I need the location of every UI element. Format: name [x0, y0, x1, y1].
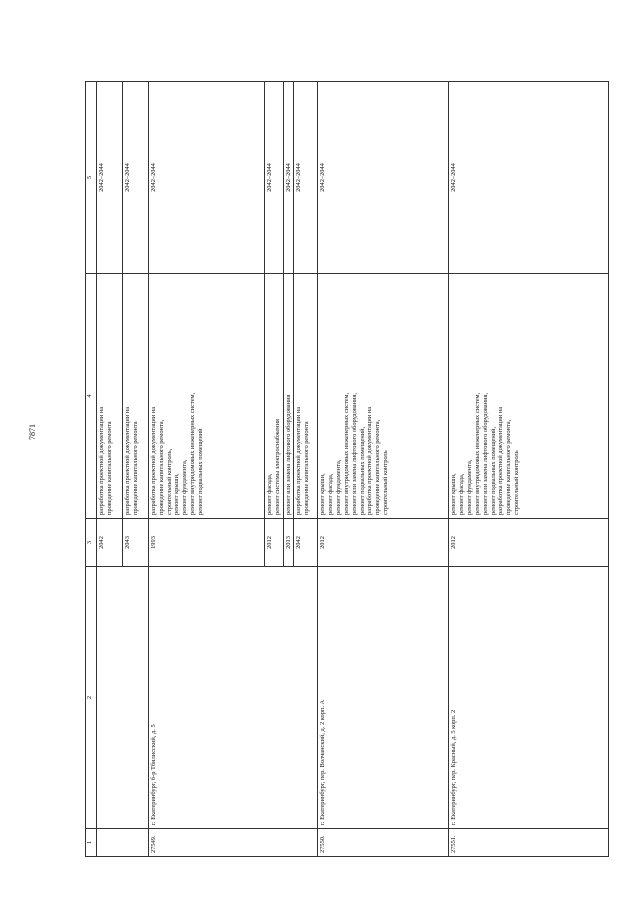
- table-row: [449, 82, 609, 857]
- work-item: ремонт фундамента,: [335, 459, 343, 515]
- work-item: проведение капитального ремонта: [303, 421, 311, 515]
- work-item: ремонт или замена лифтового оборудования,: [350, 392, 358, 515]
- works-cell: [123, 274, 149, 519]
- period-cell: 2042–2044: [149, 82, 265, 274]
- row-number: [97, 829, 149, 857]
- column-header: 2: [86, 567, 97, 829]
- work-item: разработка проектной документации на: [497, 406, 505, 515]
- row-number: 27550.: [318, 829, 449, 857]
- year-cell: 2042: [97, 519, 123, 567]
- year-cell: 2012: [449, 519, 609, 567]
- works-cell: [318, 274, 449, 519]
- work-item: ремонт подвальных помещений,: [489, 426, 497, 515]
- work-item: ремонт подвальных помещений,: [358, 426, 366, 515]
- work-item: строительный контроль,: [165, 448, 173, 515]
- works-cell: [97, 274, 123, 519]
- work-item: ремонт внутридомовых инженерных систем,: [473, 392, 481, 515]
- works-cell: [283, 274, 294, 519]
- work-item: ремонт фундамента,: [181, 459, 189, 515]
- work-item: ремонт подвальных помещений: [196, 428, 204, 515]
- work-item: ремонт или замена лифтового оборудования: [284, 394, 292, 515]
- table-row: [318, 82, 449, 857]
- column-header: 5: [86, 82, 97, 274]
- column-header: 1: [86, 829, 97, 857]
- year-cell: 2043: [123, 519, 149, 567]
- work-item: ремонт крыши,: [319, 473, 327, 515]
- row-number: 27549.: [149, 829, 318, 857]
- year-cell: 2012: [265, 519, 284, 567]
- work-item: разработка проектной документации на: [366, 406, 374, 515]
- work-item: ремонт внутридомовых инженерных систем,: [189, 392, 197, 515]
- rotated-page-content: [85, 82, 541, 857]
- column-header: 4: [86, 274, 97, 519]
- building-address: г. Екатеринбург, пер. Волчанский, д. 2 корп. А: [318, 567, 449, 829]
- table-body: [97, 82, 609, 857]
- row-number: 27551.: [449, 829, 609, 857]
- work-item: ремонт системы электроснабжения: [273, 419, 281, 515]
- work-item: строительный контроль: [381, 450, 389, 515]
- work-item: ремонт внутридомовых инженерных систем,: [342, 392, 350, 515]
- header-row: [86, 82, 97, 857]
- work-item: ремонт или замена лифтового оборудования,: [481, 392, 489, 515]
- works-cell: [149, 274, 265, 519]
- work-item: проведение капитального ремонта,: [157, 419, 165, 515]
- table-row: [149, 82, 265, 857]
- building-address: г. Екатеринбург, пер. Красный, д. 5 корп. 2: [449, 567, 609, 829]
- table-row: [97, 82, 123, 857]
- repair-schedule-table: [85, 81, 609, 857]
- year-cell: 1993: [149, 519, 265, 567]
- period-cell: 2042–2044: [294, 82, 318, 274]
- work-item: ремонт крыши,: [173, 473, 181, 515]
- works-cell: [449, 274, 609, 519]
- work-item: разработка проектной документации на: [295, 406, 303, 515]
- work-item: разработка проектной документации на: [124, 406, 131, 515]
- period-cell: 2042–2044: [265, 82, 284, 274]
- year-cell: 2012: [318, 519, 449, 567]
- work-item: проведение капитального ремонта: [131, 421, 139, 515]
- period-cell: 2042–2044: [97, 82, 123, 274]
- work-item: ремонт фасада,: [327, 473, 335, 515]
- works-cell: [294, 274, 318, 519]
- year-cell: 2042: [294, 519, 318, 567]
- page-number: 7871: [28, 424, 37, 440]
- work-item: ремонт фасада,: [266, 473, 273, 515]
- period-cell: 2042–2044: [283, 82, 294, 274]
- work-item: ремонт фундамента,: [466, 459, 474, 515]
- work-item: проведение капитального ремонта: [105, 421, 113, 515]
- work-item: строительный контроль: [512, 450, 520, 515]
- building-address: г. Екатеринбург, б-р Тбилисский, д. 5: [149, 567, 318, 829]
- work-item: разработка проектной документации на: [98, 406, 105, 515]
- work-item: ремонт крыши,: [450, 473, 458, 515]
- works-cell: [265, 274, 284, 519]
- work-item: ремонт фасада,: [458, 473, 466, 515]
- period-cell: 2042–2044: [123, 82, 149, 274]
- work-item: разработка проектной документации на: [150, 406, 157, 515]
- building-address: [97, 567, 149, 829]
- period-cell: 2042–2044: [449, 82, 609, 274]
- year-cell: 2013: [283, 519, 294, 567]
- work-item: проведение капитального ремонта,: [374, 419, 382, 515]
- column-header: 3: [86, 519, 97, 567]
- period-cell: 2042–2044: [318, 82, 449, 274]
- work-item: проведение капитального ремонта,: [505, 419, 513, 515]
